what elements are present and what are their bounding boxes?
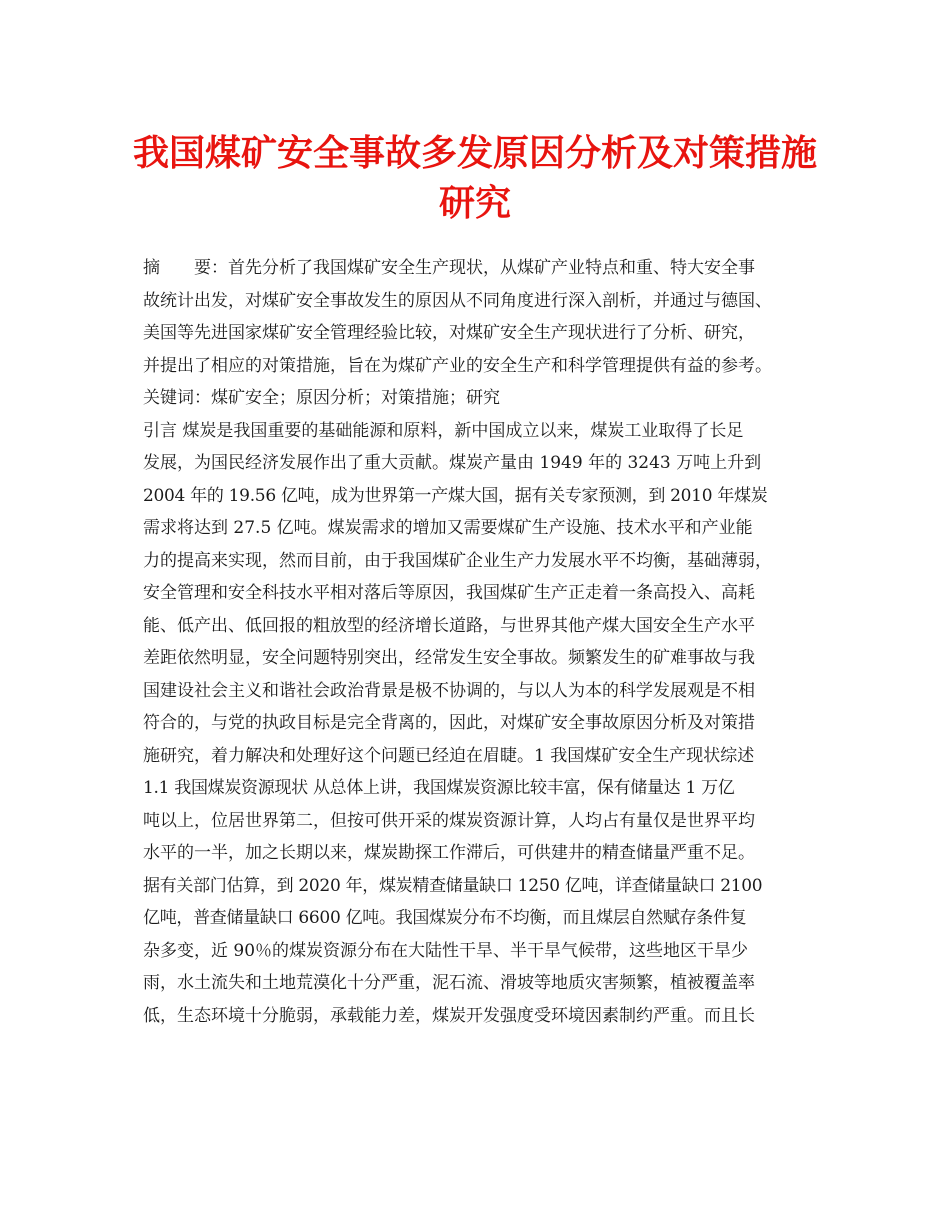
body-line: 安全管理和安全科技水平相对落后等原因，我国煤矿生产正走着一条高投入、高耗: [143, 583, 755, 603]
body-line: 需求将达到 27.5 亿吨。煤炭需求的增加又需要煤矿生产设施、技术水平和产业能: [143, 518, 753, 538]
abstract-line: 美国等先进国家煤矿安全管理经验比较，对煤矿安全生产现状进行了分析、研究，: [143, 323, 755, 343]
document-body: [143, 252, 823, 1032]
abstract-line: 并提出了相应的对策措施，旨在为煤矿产业的安全生产和科学管理提供有益的参考。: [143, 355, 772, 376]
body-line: 2004 年的 19.56 亿吨，成为世界第一产煤大国，据有关专家预测，到 2010 年煤炭: [143, 485, 768, 506]
body-line: 差距依然明显，安全问题特别突出，经常发生安全事故。频繁发生的矿难事故与我: [143, 648, 755, 668]
body-line: 1.1 我国煤炭资源现状 从总体上讲，我国煤炭资源比较丰富，保有储量达 1 万亿: [143, 778, 735, 798]
body-line: 吨以上，位居世界第二，但按可供开采的煤炭资源计算，人均占有量仅是世界平均: [143, 810, 755, 831]
body-line: 引言 煤炭是我国重要的基础能源和原料，新中国成立以来，煤炭工业取得了长足: [143, 420, 744, 441]
body-line: 低，生态环境十分脆弱，承载能力差，煤炭开发强度受环境因素制约严重。而且长: [143, 1005, 755, 1026]
body-line: 水平的一半，加之长期以来，煤炭勘探工作滞后，可供建井的精查储量严重不足。: [143, 843, 755, 863]
body-line: 施研究，着力解决和处理好这个问题已经迫在眉睫。1 我国煤矿安全生产现状综述: [143, 745, 755, 766]
abstract-line: 故统计出发，对煤矿安全事故发生的原因从不同角度进行深入剖析，并通过与德国、: [143, 290, 772, 311]
keywords-line: 关键词：煤矿安全；原因分析；对策措施；研究: [143, 388, 500, 408]
body-line: 据有关部门估算，到 2020 年，煤炭精查储量缺口 1250 亿吨，详查储量缺口 2100: [143, 875, 763, 896]
body-line: 能、低产出、低回报的粗放型的经济增长道路，与世界其他产煤大国安全生产水平: [143, 615, 755, 636]
body-line: 雨，水土流失和土地荒漠化十分严重，泥石流、滑坡等地质灾害频繁，植被覆盖率: [143, 973, 755, 993]
body-line: 符合的，与党的执政目标是完全背离的，因此，对煤矿安全事故原因分析及对策措: [143, 713, 755, 733]
body-line: 发展，为国民经济发展作出了重大贡献。煤炭产量由 1949 年的 3243 万吨上升到: [143, 453, 762, 473]
title-line: 我国煤矿安全事故多发原因分析及对策措施: [132, 132, 817, 174]
document-title: [100, 128, 850, 228]
body-line: 杂多变，近 90％的煤炭资源分布在大陆性干旱、半干旱气候带，这些地区干旱少: [143, 940, 749, 961]
body-line: 亿吨，普查储量缺口 6600 亿吨。我国煤炭分布不均衡，而且煤层自然赋存条件复: [143, 908, 747, 928]
title-line: 研究: [438, 182, 511, 224]
body-line: 力的提高来实现，然而目前，由于我国煤矿企业生产力发展水平不均衡，基础薄弱，: [143, 550, 772, 571]
abstract-line: 摘 要：首先分析了我国煤矿安全生产现状，从煤矿产业特点和重、特大安全事: [143, 258, 755, 278]
body-line: 国建设社会主义和谐社会政治背景是极不协调的，与以人为本的科学发展观是不相: [143, 680, 755, 701]
